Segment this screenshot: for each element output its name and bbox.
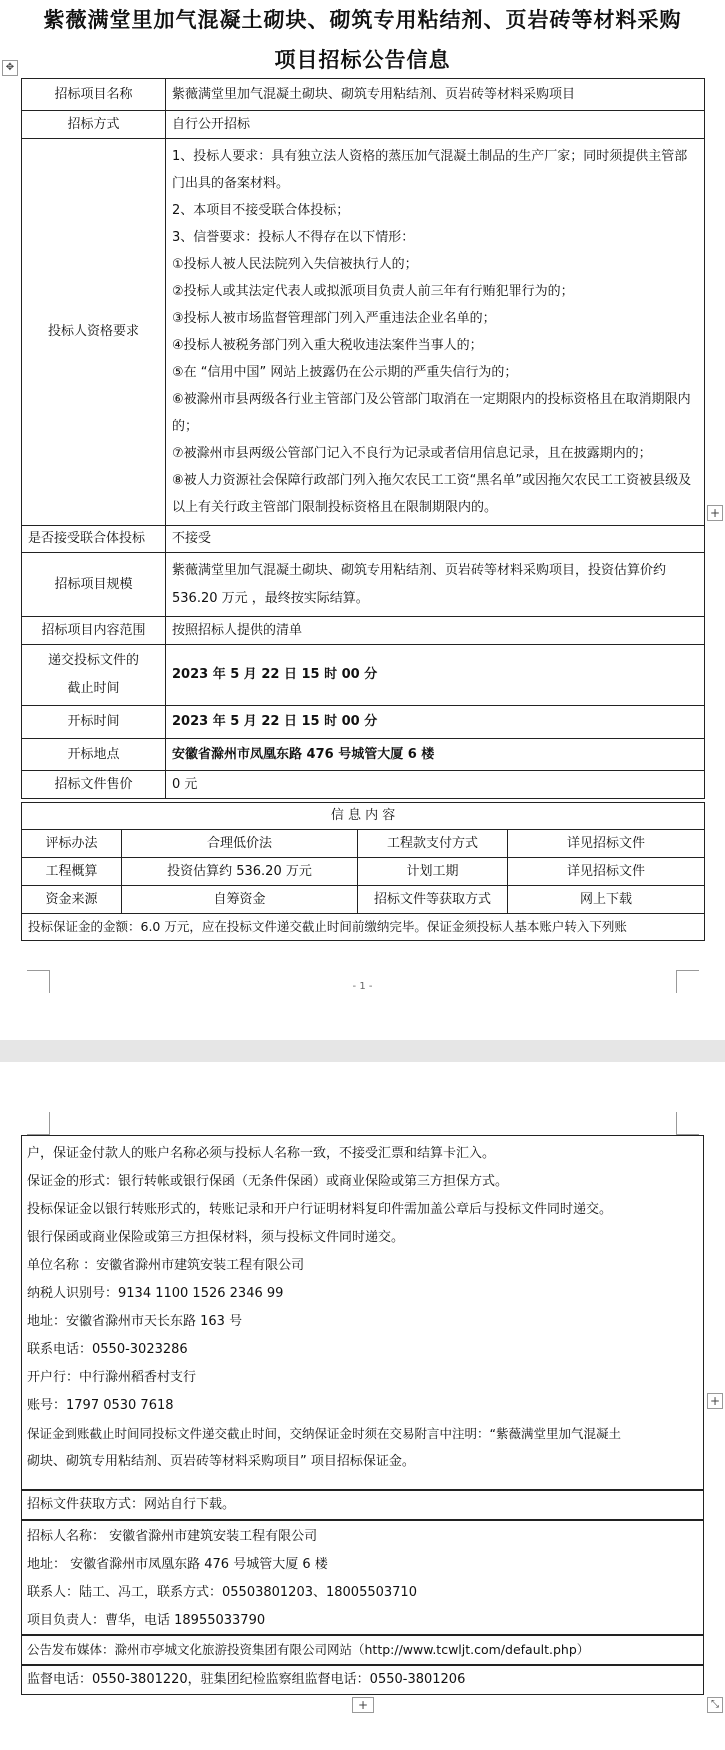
tender-info-table xyxy=(21,78,705,799)
info-content-table xyxy=(21,802,705,941)
deposit-line: 开户行：中行滁州稻香村支行 xyxy=(27,1370,197,1385)
add-row-icon[interactable]: + xyxy=(707,1393,723,1409)
tenderer-line: 地址： 安徽省滁州市凤凰东路 476 号城管大厦 6 楼 xyxy=(27,1557,328,1572)
table-row xyxy=(22,139,705,526)
value-scope: 按照招标人提供的清单 xyxy=(166,617,705,645)
deposit-line: 纳税人识别号：9134 1100 1526 2346 99 xyxy=(27,1286,284,1301)
table-row xyxy=(22,886,705,914)
value-opening-place: 安徽省滁州市凤凰东路 476 号城管大厦 6 楼 xyxy=(166,739,705,771)
label-opening-place: 开标地点 xyxy=(22,739,166,771)
info-cell: 投资估算约 536.20 万元 xyxy=(122,858,358,886)
supervision-line: 监督电话：0550-3801220，驻集团纪检监察组监督电话：0550-3801206 xyxy=(27,1672,466,1687)
obtain-section xyxy=(21,1490,704,1520)
qual-item-11: ⑧被人力资源社会保障行政部门列入拖欠农民工工资“黑名单”或因拖欠农民工工资被县级及以上有关行政主管部门限制投标资格且在限制期限内的。 xyxy=(172,473,692,515)
label-price: 招标文件售价 xyxy=(22,771,166,799)
table-move-handle-icon[interactable]: ✥ xyxy=(2,60,18,76)
deposit-line: 投标保证金以银行转账形式的，转账记录和开户行证明材料复印件需加盖公章后与投标文件同时递交。 xyxy=(27,1202,613,1217)
info-cell: 工程款支付方式 xyxy=(358,830,508,858)
obtain-line: 招标文件获取方式：网站自行下载。 xyxy=(27,1497,236,1512)
value-project-name: 紫薇满堂里加气混凝土砌块、砌筑专用粘结剂、页岩砖等材料采购项目 xyxy=(166,79,705,111)
deposit-line: 户，保证金付款人的账户名称必须与投标人名称一致，不接受汇票和结算卡汇入。 xyxy=(27,1146,496,1161)
table-row xyxy=(22,79,705,111)
qual-item-2: 2、本项目不接受联合体投标； xyxy=(172,203,350,218)
page-corner-mark xyxy=(676,1112,699,1135)
label-opening-time: 开标时间 xyxy=(22,706,166,739)
publish-line: 公告发布媒体：滁州市亭城文化旅游投资集团有限公司网站（http://www.tcwljt.com/default.php） xyxy=(27,1642,590,1657)
table-row xyxy=(22,830,705,858)
label-deadline xyxy=(22,645,166,706)
value-price: 0 元 xyxy=(166,771,705,799)
table-row xyxy=(22,739,705,771)
qual-item-1: 1、投标人要求：具有独立法人资格的蒸压加气混凝土制品的生产厂家；同时须提供主管部门出具的备案材料。 xyxy=(172,149,688,191)
label-deadline-line1: 递交投标文件的 xyxy=(47,653,139,668)
info-header: 信 息 内 容 xyxy=(22,803,705,830)
tenderer-section xyxy=(21,1520,704,1635)
info-cell: 资金来源 xyxy=(22,886,122,914)
table-row xyxy=(22,803,705,830)
table-row xyxy=(22,858,705,886)
info-cell: 计划工期 xyxy=(358,858,508,886)
doc-title-line2: 项目招标公告信息 xyxy=(274,47,451,72)
label-scale: 招标项目规模 xyxy=(22,553,166,617)
qual-item-5: ②投标人或其法定代表人或拟派项目负责人前三年有行贿犯罪行为的； xyxy=(172,284,574,299)
page-separator xyxy=(0,1040,725,1062)
doc-title-line1: 紫薇满堂里加气混凝土砌块、砌筑专用粘结剂、页岩砖等材料采购 xyxy=(43,7,682,32)
value-method: 自行公开招标 xyxy=(166,111,705,139)
qual-item-9: ⑥被滁州市县两级各行业主管部门及公管部门取消在一定期限内的投标资格且在取消期限内的； xyxy=(172,392,691,434)
info-cell: 网上下载 xyxy=(508,886,705,914)
tenderer-line: 联系人：陆工、冯工，联系方式：05503801203、18005503710 xyxy=(27,1585,417,1600)
value-joint: 不接受 xyxy=(166,526,705,553)
page-corner-mark xyxy=(27,1112,50,1135)
qual-item-4: ①投标人被人民法院列入失信被执行人的； xyxy=(172,257,418,272)
deposit-line: 联系电话：0550-3023286 xyxy=(27,1342,188,1357)
value-deadline: 2023 年 5 月 22 日 15 时 00 分 xyxy=(166,645,705,706)
tenderer-line: 招标人名称： 安徽省滁州市建筑安装工程有限公司 xyxy=(27,1529,318,1544)
info-cell: 招标文件等获取方式 xyxy=(358,886,508,914)
deposit-line: 保证金到账截止时间同投标文件递交截止时间，交纳保证金时须在交易附言中注明：“紫薇满堂里加气混凝土 xyxy=(27,1426,621,1441)
value-scale: 紫薇满堂里加气混凝土砌块、砌筑专用粘结剂、页岩砖等材料采购项目，投资估算价约536.20 万元 ，最终按实际结算。 xyxy=(166,553,705,617)
qual-item-8: ⑤在 “信用中国” 网站上披露仍在公示期的严重失信行为的； xyxy=(172,365,518,380)
value-opening-time: 2023 年 5 月 22 日 15 时 00 分 xyxy=(166,706,705,739)
deposit-line: 地址：安徽省滁州市天长东路 163 号 xyxy=(27,1314,243,1329)
qual-item-3: 3、信誉要求：投标人不得存在以下情形： xyxy=(172,230,415,245)
table-row xyxy=(22,617,705,645)
table-row xyxy=(22,771,705,799)
table-row xyxy=(22,706,705,739)
label-qualification: 投标人资格要求 xyxy=(22,139,166,526)
info-cell: 评标办法 xyxy=(22,830,122,858)
supervision-section xyxy=(21,1665,704,1695)
deposit-line: 账号：1797 0530 7618 xyxy=(27,1398,174,1413)
tenderer-line: 项目负责人：曹华，电话 18955033790 xyxy=(27,1613,266,1628)
label-project-name: 招标项目名称 xyxy=(22,79,166,111)
deposit-line: 砌块、砌筑专用粘结剂、页岩砖等材料采购项目” 项目招标保证金。 xyxy=(27,1454,415,1469)
qual-item-7: ④投标人被税务部门列入重大税收违法案件当事人的； xyxy=(172,338,483,353)
qual-item-10: ⑦被滁州市县两级公管部门记入不良行为记录或者信用信息记录，且在披露期内的； xyxy=(172,446,652,461)
table-row xyxy=(22,553,705,617)
info-cell: 合理低价法 xyxy=(122,830,358,858)
page-number: - 1 - xyxy=(352,981,373,992)
publish-section xyxy=(21,1635,704,1665)
label-joint: 是否接受联合体投标 xyxy=(22,526,166,553)
table-resize-handle-icon[interactable]: ⤡ xyxy=(707,1697,723,1713)
deposit-section xyxy=(21,1135,704,1490)
table-row xyxy=(22,914,705,941)
qual-item-6: ③投标人被市场监督管理部门列入严重违法企业名单的； xyxy=(172,311,496,326)
deposit-line: 保证金的形式：银行转帐或银行保函（无条件保函）或商业保险或第三方担保方式。 xyxy=(27,1174,509,1189)
label-method: 招标方式 xyxy=(22,111,166,139)
info-cell: 详见招标文件 xyxy=(508,858,705,886)
deposit-line: 单位名称 ：安徽省滁州市建筑安装工程有限公司 xyxy=(27,1258,305,1273)
add-row-icon[interactable]: + xyxy=(707,505,723,521)
deposit-line1: 投标保证金的金额：6.0 万元，应在投标文件递交截止时间前缴纳完毕。保证金须投标人基本账户转入下列账 xyxy=(22,914,705,941)
label-scope: 招标项目内容范围 xyxy=(22,617,166,645)
table-row xyxy=(22,526,705,553)
info-cell: 自筹资金 xyxy=(122,886,358,914)
table-row xyxy=(22,111,705,139)
qualification-list xyxy=(166,139,705,526)
add-row-icon[interactable]: + xyxy=(352,1697,374,1713)
label-deadline-line2: 截止时间 xyxy=(67,681,120,696)
info-cell: 工程概算 xyxy=(22,858,122,886)
deposit-line: 银行保函或商业保险或第三方担保材料，须与投标文件同时递交。 xyxy=(27,1230,405,1245)
table-row xyxy=(22,645,705,706)
info-cell: 详见招标文件 xyxy=(508,830,705,858)
